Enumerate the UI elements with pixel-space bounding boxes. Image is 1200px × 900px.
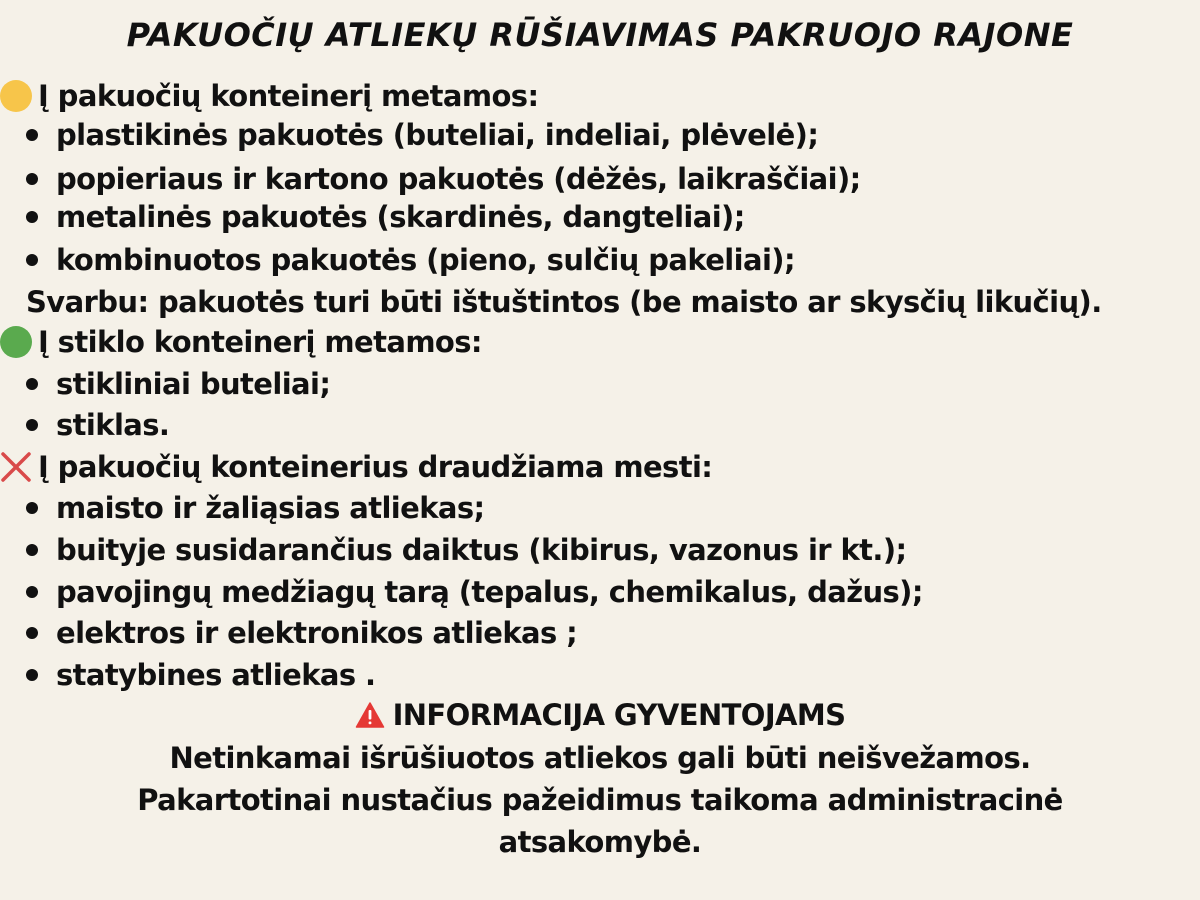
list-item [26, 115, 818, 155]
page-title: PAKUOČIŲ ATLIEKŲ RŪŠIAVIMAS PAKRUOJO RAJONE [126, 16, 1074, 54]
bullet-icon [26, 544, 38, 556]
bullet-icon [26, 419, 38, 431]
forbidden-item-text: buityje susidarančius daiktus (kibirus, vazonus ir kt.); [56, 533, 907, 567]
list-item [26, 159, 861, 199]
info-line: Netinkamai išrūšiuotos atliekos gali būti neišvežamos. [169, 741, 1031, 775]
forbidden-heading-text: Į pakuočių konteinerius draudžiama mesti: [38, 450, 713, 484]
forbidden-item-text: statybines atliekas . [56, 658, 376, 692]
packaging-item-text: plastikinės pakuotės (buteliai, indeliai, plėvelė); [56, 118, 819, 152]
list-item [26, 197, 745, 237]
bullet-icon [26, 211, 38, 223]
list-item [26, 530, 907, 570]
forbidden-item-text: elektros ir elektronikos atliekas ; [56, 616, 578, 650]
green-circle-icon [0, 322, 32, 362]
forbidden-section-heading [0, 447, 712, 487]
list-item [26, 613, 577, 653]
info-heading [0, 695, 1200, 735]
info-heading-text: INFORMACIJA GYVENTOJAMS [392, 698, 846, 732]
bullet-icon [26, 586, 38, 598]
packaging-item-text: metalinės pakuotės (skardinės, dangteliai); [56, 200, 745, 234]
glass-item-text: stikliniai buteliai; [56, 367, 331, 401]
info-line: atsakomybė. [498, 825, 702, 859]
bullet-icon [26, 254, 38, 266]
list-item [26, 405, 169, 445]
packaging-section-heading [0, 76, 538, 116]
bullet-icon [26, 173, 38, 185]
bullet-icon [26, 669, 38, 681]
packaging-item-text: popieriaus ir kartono pakuotės (dėžės, laikraščiai); [56, 162, 861, 196]
glass-section-heading [0, 322, 482, 362]
bullet-icon [26, 502, 38, 514]
list-item [26, 488, 485, 528]
glass-heading-text: Į stiklo konteinerį metamos: [38, 325, 482, 359]
list-item [26, 240, 795, 280]
red-cross-icon [0, 447, 32, 487]
list-item [26, 572, 923, 612]
list-item [26, 655, 375, 695]
bullet-icon [26, 627, 38, 639]
forbidden-item-text: maisto ir žaliąsias atliekas; [56, 491, 485, 525]
packaging-item-text: kombinuotos pakuotės (pieno, sulčių pakeliai); [56, 243, 795, 277]
glass-item-text: stiklas. [56, 408, 170, 442]
forbidden-item-text: pavojingų medžiagų tarą (tepalus, chemikalus, dažus); [56, 575, 923, 609]
yellow-circle-icon [0, 76, 32, 116]
bullet-icon [26, 378, 38, 390]
packaging-note: Svarbu: pakuotės turi būti ištuštintos (be maisto ar skysčių likučių). [26, 285, 1102, 319]
packaging-heading-text: Į pakuočių konteinerį metamos: [38, 79, 539, 113]
bullet-icon [26, 129, 38, 141]
warning-triangle-icon [355, 701, 385, 729]
list-item [26, 364, 330, 404]
info-line: Pakartotinai nustačius pažeidimus taikoma administracinė [137, 783, 1063, 817]
